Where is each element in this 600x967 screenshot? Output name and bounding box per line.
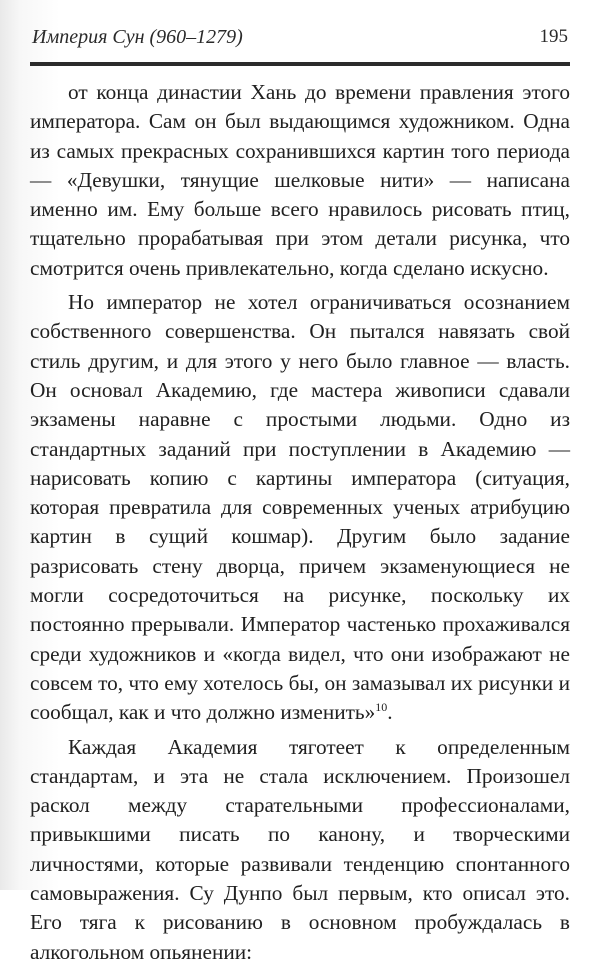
chapter-title: Империя Сун (960–1279) bbox=[32, 26, 243, 48]
header-rule bbox=[30, 62, 570, 66]
paragraph-1-text: от конца династии Хань до времени правления этого императора. Сам он был выдающимся художником. Одна из самых прекрасных сохранившихся картин того периода — «Девушки, тянущие шелковые нити» — написана именно им. Ему больше всего нравилось рисовать птиц, тщательно прорабатывая при этом детали рисунка, что смотрится очень привлекательно, когда сделано искусно. bbox=[30, 80, 570, 280]
paragraph-3-text: Каждая Академия тяготеет к определенным стандартам, и эта не стала исключением. Произошел раскол между старательными профессионалами, привыкшими писать по канону, и творческими личностями, которые развивали тенденцию спонтанного самовыражения. Су Дунпо был первым, кто описал это. Его тяга к рисованию в основном пробуждалась в алкогольном опьянении: bbox=[30, 734, 570, 964]
paragraph-2-end: . bbox=[387, 700, 393, 725]
body-text bbox=[30, 78, 570, 967]
running-head bbox=[30, 24, 570, 54]
paragraph-1 bbox=[30, 78, 570, 283]
paragraph-2-text: Но император не хотел ограничиваться осознанием собственного совершенства. Он пытался навязать свой стиль другим, и для этого у него было главное — власть. Он основал Академию, где мастера живописи сдавали экзамены наравне с простыми людьми. Одно из стандартных заданий при поступлении в Академию — нарисовать копию с картины императора (ситуация, которая превратила для современных ученых атрибуцию картин в сущий кошмар). Другим было задание разрисовать стену дворца, причем экзаменующиеся не могли сосредоточиться на рисунке, поскольку их постоянно прерывали. Император частенько прохаживался среди художников и «когда видел, что они изображают не совсем то, что ему хотелось бы, он замазывал их рисунки и сообщал, как и что должно изменить» bbox=[30, 290, 570, 725]
paragraph-3 bbox=[30, 733, 570, 967]
paragraph-2 bbox=[30, 288, 570, 727]
page-number: 195 bbox=[539, 26, 568, 47]
footnote-marker: 10 bbox=[375, 700, 388, 715]
